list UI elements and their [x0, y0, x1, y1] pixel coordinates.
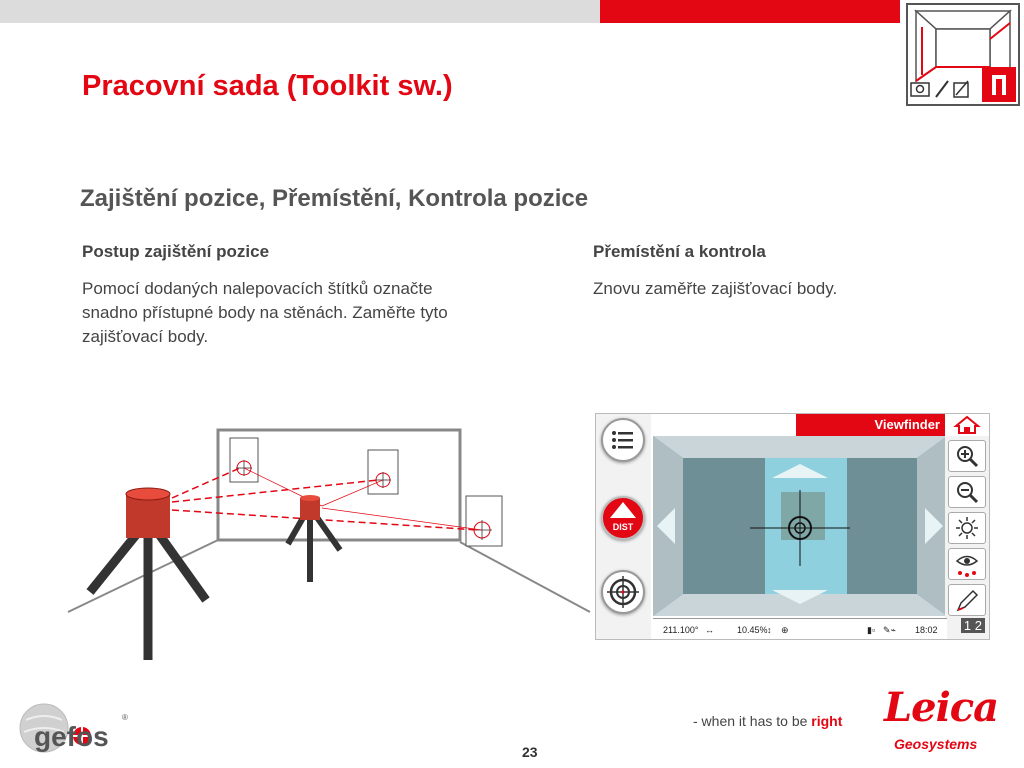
left-column-text: Pomocí dodaných nalepovacích štítků označte snadno přístupné body na stěnách. Zaměřte tyto zajišťovací body.: [82, 279, 448, 346]
page-number: 23: [522, 744, 538, 760]
connection-icon: ✎⌁: [883, 625, 896, 635]
registered-mark: ®: [122, 713, 128, 722]
viewfinder-bar: Viewfinder: [796, 414, 948, 436]
status-bar: [653, 618, 947, 640]
target-marker-icon: [368, 450, 398, 494]
gefos-logo: [18, 700, 138, 756]
position-securing-illustration: [60, 420, 600, 670]
pencil-icon: [949, 585, 985, 615]
home-icon: [945, 414, 989, 436]
slope-arrow-icon: ↕: [767, 625, 772, 635]
page-indicator[interactable]: 1 2: [949, 618, 985, 636]
target-marker-icon: [230, 438, 258, 482]
zoom-out-icon: [949, 477, 985, 507]
triangle-up-icon: [603, 498, 643, 522]
crosshair-icon: [603, 572, 643, 612]
sketch-button[interactable]: [948, 584, 986, 616]
home-button[interactable]: [945, 414, 989, 436]
sun-icon: [949, 513, 985, 543]
dist-button[interactable]: DIST: [601, 496, 645, 540]
leica-geosystems-label: Geosystems: [894, 736, 978, 752]
viewfinder-image: [653, 436, 947, 616]
menu-list-button[interactable]: [601, 418, 645, 462]
page-subtitle: Zajištění pozice, Přemístění, Kontrola pozice: [80, 185, 589, 212]
right-column-heading: Přemístění a kontrola: [593, 242, 766, 261]
device-screen: [595, 413, 990, 640]
brightness-button[interactable]: [948, 512, 986, 544]
angle-arrow-icon: ↔: [705, 625, 714, 635]
slope-readout: 10.45%: [737, 625, 768, 635]
toolkit-logo-icon: [906, 3, 1020, 106]
leica-logo: Leica: [884, 684, 999, 731]
top-bar-grey: [0, 0, 600, 23]
battery-icon: ▮▫: [867, 625, 876, 635]
visibility-button[interactable]: [948, 548, 986, 580]
eye-icon: [949, 549, 985, 579]
right-column-text: Znovu zaměřte zajišťovací body.: [593, 279, 838, 298]
zoom-status-icon: ⊕: [781, 625, 789, 635]
gefos-wordmark: gefos: [34, 721, 109, 752]
tripod-large-icon: [90, 488, 206, 660]
zoom-out-button[interactable]: [948, 476, 986, 508]
zoom-in-button[interactable]: [948, 440, 986, 472]
target-button[interactable]: [601, 570, 645, 614]
tagline: - when it has to be right: [693, 713, 843, 729]
angle-readout: 211.100°: [663, 625, 699, 635]
list-icon: [603, 420, 643, 460]
page-title: Pracovní sada (Toolkit sw.): [82, 70, 453, 102]
left-column-heading: Postup zajištění pozice: [82, 242, 270, 261]
top-bar-red: [600, 0, 900, 23]
target-marker-icon: [466, 496, 502, 546]
time-readout: 18:02: [915, 625, 938, 635]
zoom-in-icon: [949, 441, 985, 471]
